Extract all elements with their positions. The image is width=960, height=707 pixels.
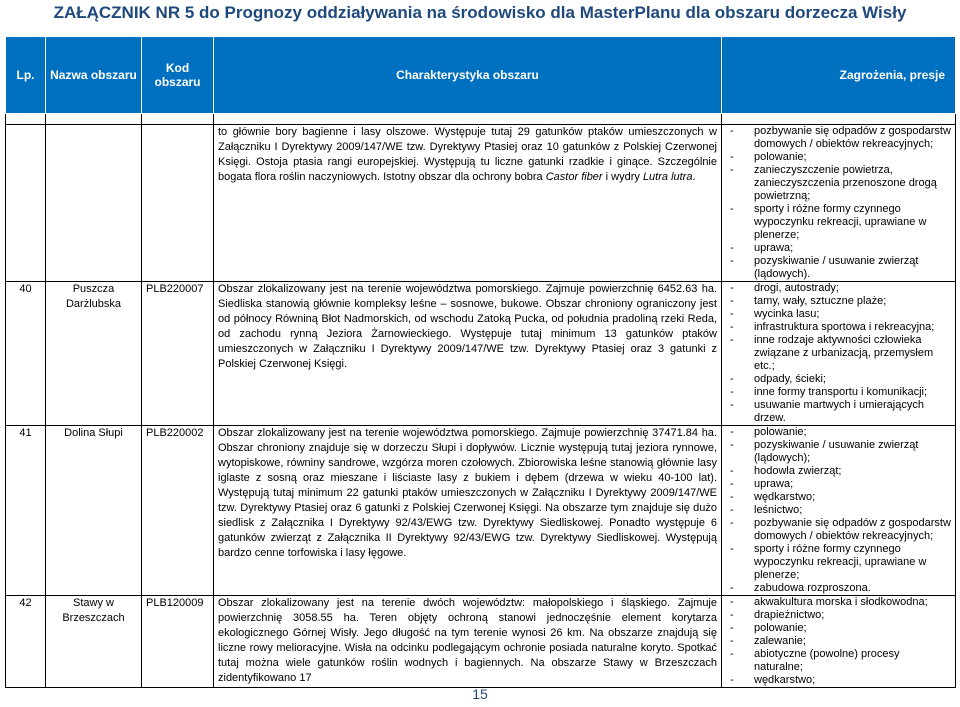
row-name: Dolina Słupi — [46, 426, 142, 596]
title-rest: do Prognozy oddziaływania na środowisko dla MasterPlanu dla obszaru dorzecza Wisły — [199, 3, 907, 22]
row-characteristics: Obszar zlokalizowany jest na terenie województwa pomorskiego. Zajmuje powierzchnię 37471.84 ha. Obszar chroniony znajduje się w dorzeczu Słupi i dopływów. Licznie występują tutaj jeziora rynnowe, wytopiskowe, równiny sandrowe, wzgórza moren czołowych. Zbiorowiska leśne stanowią głównie lasy iglaste z sosną oraz mieszane i liściaste lasy z bukiem i dębem (drzewa w wieku 40-100 lat). Występują tutaj minimum 22 gatunki ptaków umieszczonych w Załączniku I Dyrektywy 2009/147/WE tzw. Dyrektywy Ptasiej oraz 6 gatunki z Polskiej Czerwonej Księgi. Na obszarze tym znajduje się dużo siedlisk z Załącznika I Dyrektywy 92/43/EWG tzw. Dyrektywy Siedliskowej. Ponadto występuje 6 gatunków zwierząt z Załącznika II Dyrektywy 92/43/EWG tzw. Dyrektywy Siedliskowej. Występują bardzo cenne torfowiska i lasy łęgowe. — [214, 426, 722, 596]
threats-list — [726, 282, 951, 425]
characteristics-cell: to głównie bory bagienne i lasy olszowe. Występuje tutaj 29 gatunków ptaków umieszczonych w Załączniku I Dyrektywy 2009/147/WE tzw. Dyrektywy Ptasiej oraz 10 gatunków z Polskiej Czerwonej Księgi. Ostoja ptasia rangi europejskiej. Występują tu liczne gatunki rzadkie i ginące. Szczególnie bogata flora roślin naczyniowych. Istotny obszar dla ochrony bobra Castor fiber i wydry Lutra lutra. — [214, 125, 722, 282]
row-code: PLB220002 — [142, 426, 214, 596]
threat-item: - wędkarstwo; — [754, 491, 951, 504]
threat-item: - odpady, ścieki; — [754, 373, 951, 386]
row-code: PLB220007 — [142, 282, 214, 426]
row-name: Puszcza Darżlubska — [46, 282, 142, 426]
threat-item: - zabudowa rozproszona. — [754, 582, 951, 595]
table-row — [6, 282, 956, 426]
threat-item: - drapieżnictwo; — [754, 609, 951, 622]
spacer-row — [6, 114, 956, 125]
row-lp: 40 — [6, 282, 46, 426]
row-characteristics: Obszar zlokalizowany jest na terenie dwóch województw: małopolskiego i śląskiego. Zajmuje powierzchnię 3058.55 ha. Teren objęty ochroną stanowi jednoczęśnie element korytarza ekologicznego Górnej Wisły. Jego długość na tym terenie wynosi 26 km. Na obszarze znajdują się liczne rowy melioracyjne. Wisła na odcinku podlegającym ochronie posiada naturalne koryto. Spotkać tutaj można wiele gatunków roślin wodnych i bagiennych. Na obszarze Stawy w Brzeszczach zidentyfikowano 17 — [214, 596, 722, 688]
threats-list — [726, 596, 951, 687]
threat-item: - wycinka lasu; — [754, 308, 951, 321]
threat-item: - polowanie; — [754, 426, 951, 439]
threat-item: - sporty i różne formy czynnego wypoczynku rekreacji, uprawiane w plenerze; — [754, 543, 951, 582]
threat-item: - pozbywanie się odpadów z gospodarstw domowych / obiektów rekreacyjnych; — [754, 125, 951, 151]
threat-item: - pozyskiwanie / usuwanie zwierząt (lądowych); — [754, 439, 951, 465]
threat-item: - pozbywanie się odpadów z gospodarstw domowych / obiektów rekreacyjnych; — [754, 517, 951, 543]
threat-item: - zalewanie; — [754, 635, 951, 648]
threat-item: - akwakultura morska i słodkowodna; — [754, 596, 951, 609]
document-title — [0, 0, 960, 28]
table-header-row — [6, 37, 956, 114]
threat-item: - wędkarstwo; — [754, 674, 951, 687]
threat-item: - infrastruktura sportowa i rekreacyjna; — [754, 321, 951, 334]
threat-item: - hodowla zwierząt; — [754, 465, 951, 478]
threat-item: - zanieczyszczenie powietrza, zanieczyszczenia przenoszone drogą powietrzną; — [754, 164, 951, 203]
threat-item: - drogi, autostrady; — [754, 282, 951, 295]
header-threats: Zagrożenia, presje — [722, 37, 956, 114]
threat-item: - pozyskiwanie / usuwanie zwierząt (lądowych). — [754, 255, 951, 281]
threat-item: - sporty i różne formy czynnego wypoczynku rekreacji, uprawiane w plenerze; — [754, 203, 951, 242]
threat-item: - inne formy transportu i komunikacji; — [754, 386, 951, 399]
threats-list — [726, 125, 951, 281]
row-code: PLB120009 — [142, 596, 214, 688]
row-lp: 41 — [6, 426, 46, 596]
threats-cell — [722, 426, 956, 596]
threats-cell — [722, 596, 956, 688]
threat-item: - inne rodzaje aktywności człowieka związane z urbanizacją, przemysłem etc.; — [754, 334, 951, 373]
table-row — [6, 426, 956, 596]
header-lp: Lp. — [6, 37, 46, 114]
header-characteristics: Charakterystyka obszaru — [214, 37, 722, 114]
threat-item: - abiotyczne (powolne) procesy naturalne; — [754, 648, 951, 674]
header-name: Nazwa obszaru — [46, 37, 142, 114]
threat-item: - usuwanie martwych i umierających drzew. — [754, 399, 951, 425]
threat-item: - polowanie; — [754, 622, 951, 635]
row-characteristics: Obszar zlokalizowany jest na terenie województwa pomorskiego. Zajmuje powierzchnię 6452.63 ha. Siedliska stanowią głównie kompleksy leśne – sosnowe, bukowe. Obszar chroniony ograniczony jest od północy Równiną Błot Nadmorskich, od wschodu Zatoką Pucka, od południa pradoliną rzeki Reda, od zachodu rynną Jeziora Żarnowieckiego. Występuje tutaj minimum 13 gatunków ptaków umieszczonych w Załączniku I Dyrektywy 2009/147/WE tzw. Dyrektywy Ptasiej oraz 3 gatunki z Polskiej Czerwonej Księgi. — [214, 282, 722, 426]
table-row — [6, 596, 956, 688]
title-lead: ZAŁĄCZNIK NR 5 — [53, 3, 195, 22]
threats-list — [726, 426, 951, 595]
threat-item: - uprawa; — [754, 478, 951, 491]
page-number: 15 — [472, 686, 488, 702]
threat-item: - tamy, wały, sztuczne plaże; — [754, 295, 951, 308]
row-name: Stawy w Brzeszczach — [46, 596, 142, 688]
threat-item: - leśnictwo; — [754, 504, 951, 517]
table-row-continued — [6, 125, 956, 282]
threats-cell — [722, 282, 956, 426]
threat-item: - uprawa; — [754, 242, 951, 255]
areas-table — [5, 36, 956, 688]
threats-cell — [722, 125, 956, 282]
threat-item: - polowanie; — [754, 151, 951, 164]
row-lp: 42 — [6, 596, 46, 688]
header-code: Kod obszaru — [142, 37, 214, 114]
